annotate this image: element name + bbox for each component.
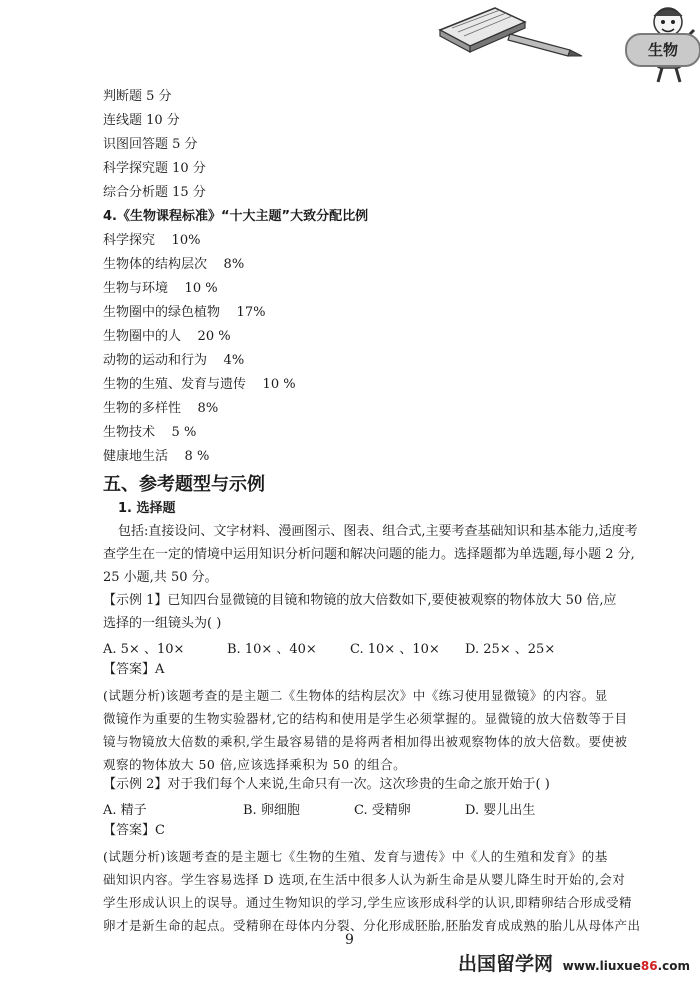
analysis-line: 微镜作为重要的生物实验器材,它的结构和使用是学生必须掌握的。显微镜的放大倍数等于目 [103,711,628,726]
example1-question: 选择的一组镜头为( ) [103,616,222,631]
subsection-title: 1. 选择题 [118,501,176,516]
option-a: A. 精子 [103,803,147,818]
watermark-url: www.liuxue86.com [562,959,690,973]
topic-item: 生物圈中的人 20 % [103,329,231,344]
analysis-line: 镜与物镜放大倍数的乘积,学生最容易错的是将两者相加得出被观察物体的放大倍数。要使被 [103,734,628,749]
analysis-line: 础知识内容。学生容易选择 D 选项,在生活中很多人认为新生命是从婴儿降生时开始的,会对 [103,872,626,887]
topic-item: 科学探究 10% [103,233,201,248]
example1-question: 【示例 1】已知四台显微镜的目镜和物镜的放大倍数如下,要使被观察的物体放大 50 倍,应 [103,593,617,608]
site-watermark [458,949,690,976]
topic-item: 动物的运动和行为 4% [103,353,245,368]
analysis-line: 学生形成认识上的误导。通过生物知识的学习,学生应该形成科学的认识,即精卵结合形成受精 [103,895,632,910]
topic-item: 生物技术 5 % [103,425,197,440]
option-d: D. 25× 、25× [465,642,556,657]
topic-heading: 4.《生物课程标准》“十大主题”大致分配比例 [103,209,369,224]
option-a: A. 5× 、10× [103,642,185,657]
score-item: 判断题 5 分 [103,89,172,104]
analysis-line: (试题分析)该题考查的是主题二《生物体的结构层次》中《练习使用显微镜》的内容。显 [103,688,608,703]
option-b: B. 10× 、40× [227,642,317,657]
analysis-line: 观察的物体放大 50 倍,应该选择乘积为 50 的组合。 [103,757,407,772]
option-c: C. 10× 、10× [350,642,440,657]
intro-line: 查学生在一定的情境中运用知识分析问题和解决问题的能力。选择题都为单选题,每小题 2 分, [103,547,635,562]
analysis-line: (试题分析)该题考查的是主题七《生物的生殖、发育与遗传》中《人的生殖和发育》的基 [103,849,608,864]
page-number: 9 [345,932,354,948]
answer-label: 【答案】C [103,823,165,838]
section-title: 五、参考题型与示例 [103,474,265,495]
option-b: B. 卵细胞 [243,803,300,818]
topic-item: 生物的生殖、发育与遗传 10 % [103,377,296,392]
subject-badge: 生物 [625,33,700,67]
topic-item: 生物的多样性 8% [103,401,219,416]
score-item: 识图回答题 5 分 [103,137,198,152]
topic-item: 生物体的结构层次 8% [103,257,245,272]
topic-item: 健康地生活 8 % [103,449,210,464]
option-c: C. 受精卵 [354,803,411,818]
score-item: 综合分析题 15 分 [103,185,206,200]
answer-label: 【答案】A [103,662,165,677]
example2-question: 【示例 2】对于我们每个人来说,生命只有一次。这次珍贵的生命之旅开始于( ) [103,777,550,792]
intro-line: 25 小题,共 50 分。 [103,570,218,585]
analysis-line: 卵才是新生命的起点。受精卵在母体内分裂、分化形成胚胎,胚胎发育成成熟的胎儿从母体产出 [103,918,641,933]
topic-item: 生物与环境 10 % [103,281,218,296]
topic-item: 生物圈中的绿色植物 17% [103,305,266,320]
option-d: D. 婴儿出生 [465,803,536,818]
watermark-text: 出国留学网 [458,953,554,975]
header-decoration [400,0,700,85]
score-item: 科学探究题 10 分 [103,161,206,176]
intro-line: 包括:直接设问、文字材料、漫画图示、图表、组合式,主要考查基础知识和基本能力,适度考 [118,524,638,539]
score-item: 连线题 10 分 [103,113,180,128]
